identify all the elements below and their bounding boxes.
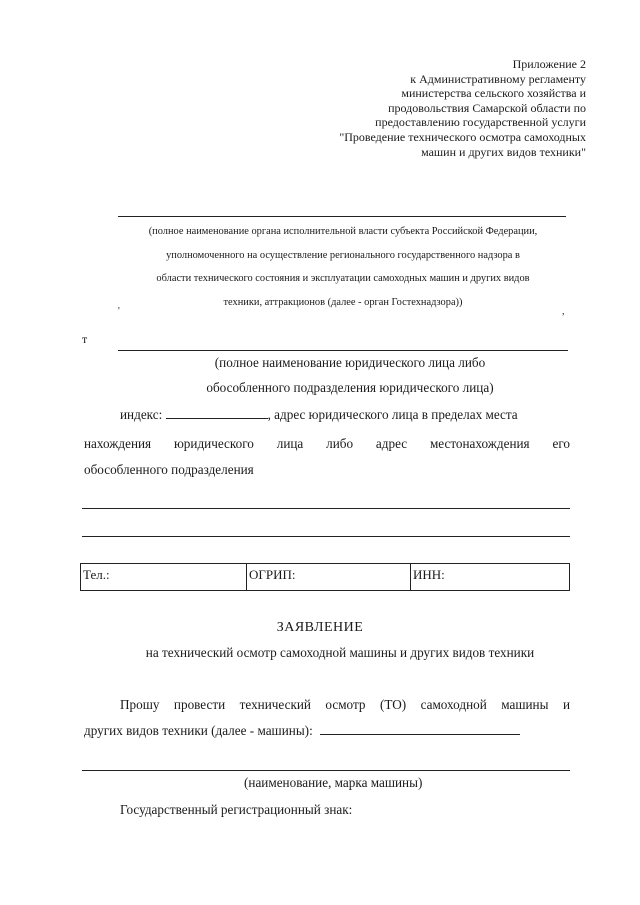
authority-caption-line: уполномоченного на осуществление регионального государственного надзора в [166,249,520,261]
address-line3: обособленного подразделения [84,462,254,477]
index-field[interactable] [166,408,268,419]
phone-label: Тел.: [83,567,110,582]
authority-caption-line: техники, аттракционов (далее - орган Гостехнадзора)) [223,296,463,308]
legal-entity-name-line [118,350,568,351]
contacts-table [80,563,570,591]
legal-entity-caption-line2: обособленного подразделения юридического лица) [206,380,494,395]
request-line2 [84,723,520,739]
machine-caption: (наименование, марка машины) [244,775,423,790]
legal-entity-caption-line1: (полное наименование юридического лица либо [214,355,486,370]
inn-label: ИНН: [413,567,445,582]
ogrip-label: ОГРИП: [249,567,296,582]
stray-letter: т [82,332,88,346]
phone-cell[interactable] [81,564,247,590]
authority-caption [100,220,586,314]
appendix-line: к Административному регламенту [410,71,586,86]
address-line1 [120,407,518,423]
machine-name-line[interactable] [82,770,570,771]
appendix-line: машин и других видов техники" [421,144,586,159]
authority-caption-line: области технического состояния и эксплуатации самоходных машин и других видов [156,273,530,285]
reg-sign-label: Государственный регистрационный знак: [120,802,353,817]
appendix-line: продовольствия Самарской области по [388,100,586,115]
machine-field[interactable] [320,724,520,735]
index-label: индекс: [120,407,163,422]
request-line1: Прошу провести технический осмотр (ТО) самоходной машины и [120,697,570,712]
statement-subtitle: на технический осмотр самоходной машины и других видов техники [145,645,535,660]
address-fill-line2[interactable] [82,536,570,537]
appendix-line: Приложение 2 [512,57,586,71]
statement-title: ЗАЯВЛЕНИЕ [276,620,364,635]
appendix-header [300,57,586,159]
machines-label: других видов техники (далее - машины): [84,723,313,738]
ogrip-cell[interactable] [247,564,411,590]
stray-mark: ' [118,306,120,317]
authority-name-line [118,216,566,217]
address-label: , адрес юридического лица в пределах места [267,407,518,422]
stray-comma: , [562,306,565,317]
appendix-line: министерства сельского хозяйства и [401,86,586,101]
inn-cell[interactable] [411,564,567,590]
authority-caption-line: (полное наименование органа исполнительной власти субъекта Российской Федерации, [148,226,538,237]
appendix-line: "Проведение технического осмотра самоходных [339,129,586,144]
address-line2: нахождения юридического лица либо адрес местонахождения его [84,436,570,451]
address-fill-line1[interactable] [82,508,570,509]
appendix-line: предоставлению государственной услуги [375,115,586,130]
